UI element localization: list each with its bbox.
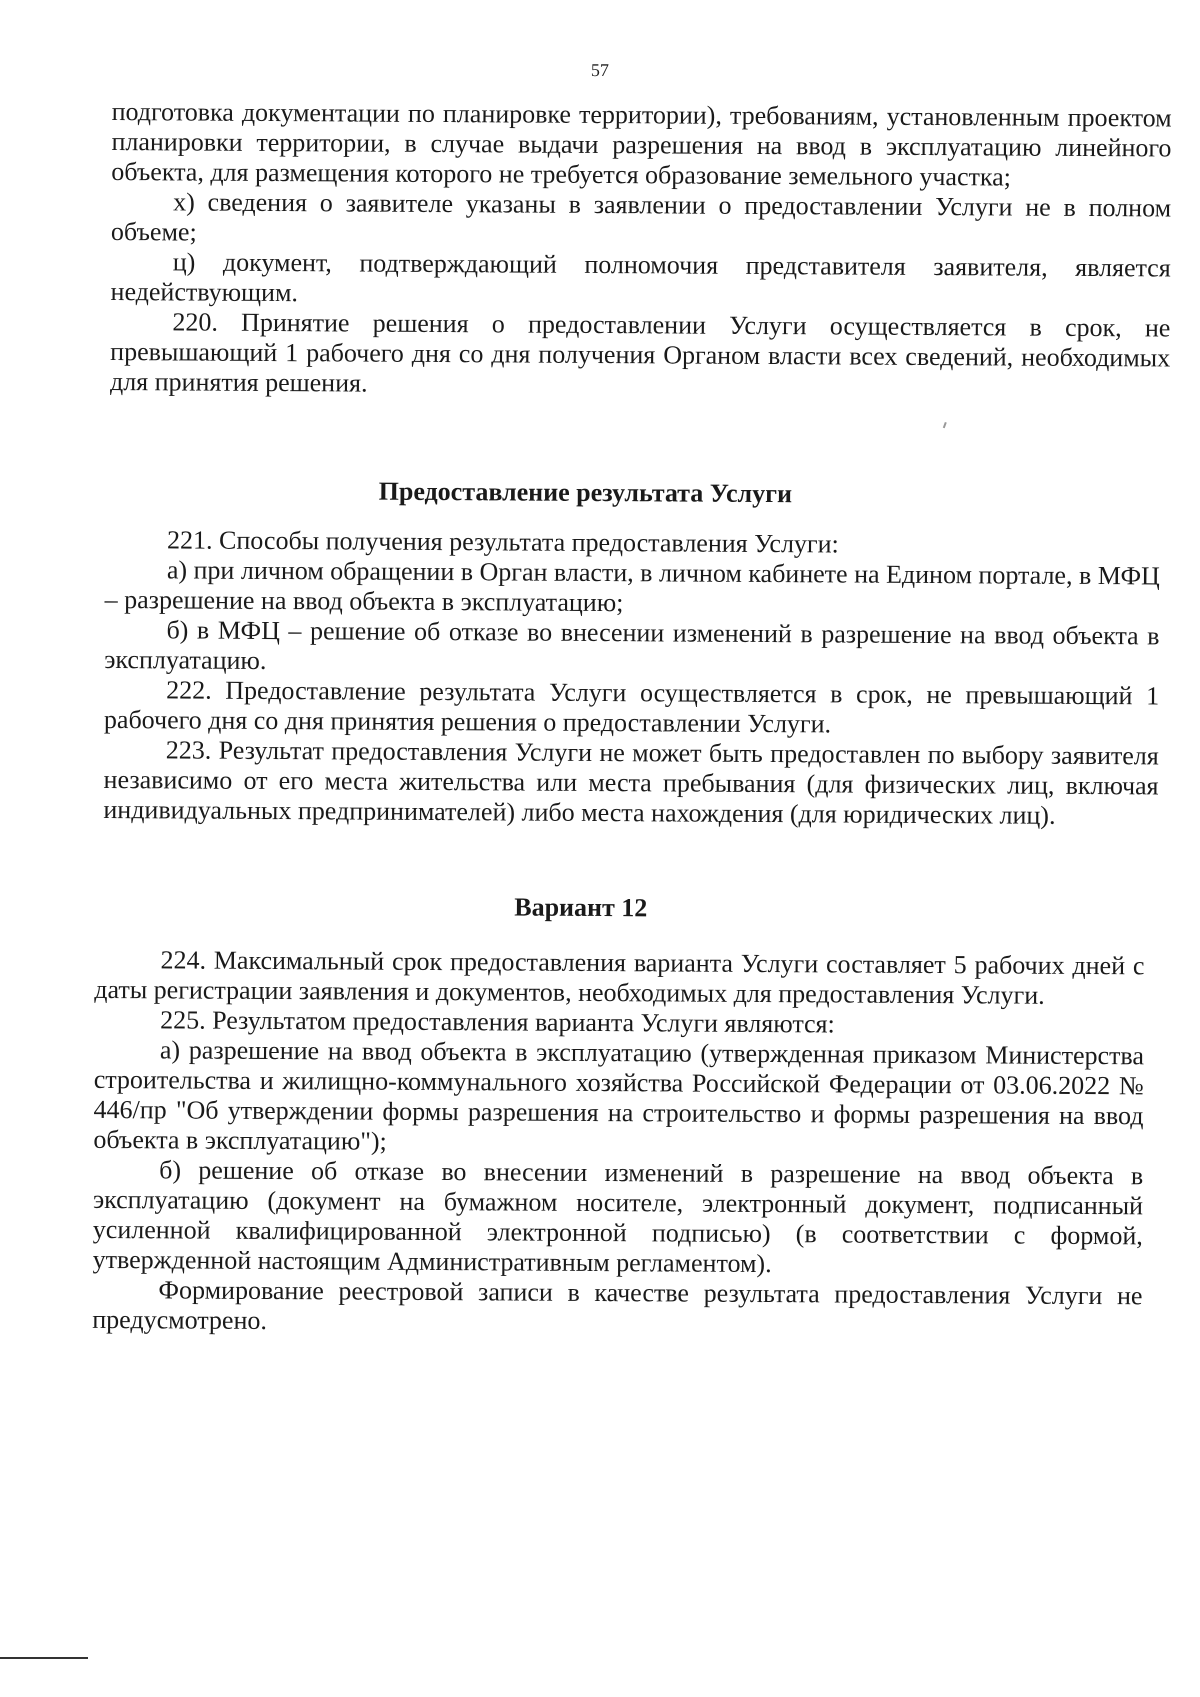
page-number: 57: [590, 59, 609, 81]
paragraph-225: 225. Результатом предоставления варианта Услуги являются:: [160, 1005, 835, 1039]
paragraph-220: 220. Принятие решения о предоставлении Услуги осуществляется в срок, не превышающий 1 рабочего дня со дня получения Органом власти всех сведений, необходимых для принятия решения.: [109, 307, 1171, 398]
paragraph-225-b: б) решение об отказе во внесении изменений в разрешение на ввод объекта в эксплуатацию (документ на бумажном носителе, электронный документ, подписанный усиленной квалифицированной электронной подписью) (в соответствии с формой, утвержденной настоящим Административным регламентом).: [92, 1155, 1144, 1279]
paragraph-continuation: подготовка документации по планировке территории), требованиям, установленным проектом планировки территории, в случае выдачи разрешения на ввод в эксплуатацию линейного объекта, для размещения которого не требуется образование земельного участка;: [111, 97, 1172, 192]
paragraph-224: 224. Максимальный срок предоставления варианта Услуги составляет 5 рабочих дней с даты регистрации заявления и документов, необходимых для предоставления Услуги.: [94, 945, 1145, 1010]
paragraph-225-a: а) разрешение на ввод объекта в эксплуатацию (утвержденная приказом Министерства строительства и жилищно-коммунального хозяйства Российской Федерации от 03.06.2022 № 446/пр "Об утверждении формы разрешения на строительство и формы разрешения на ввод объекта в эксплуатацию");: [93, 1035, 1145, 1156]
paragraph-registry-note: Формирование реестровой записи в качестве результата предоставления Услуги не предусмотрено.: [92, 1275, 1143, 1335]
paragraph-221-a: а) при личном обращении в Орган власти, в личном кабинете на Едином портале, в МФЦ – разрешение на ввод объекта в эксплуатацию;: [104, 555, 1160, 618]
paragraph-item-x: х) сведения о заявителе указаны в заявлении о предоставлении Услуги не в полном объеме;: [110, 187, 1172, 247]
text-block-top: [110, 97, 1172, 403]
scan-speck: [943, 422, 947, 428]
paragraph-221: 221. Способы получения результата предоставления Услуги:: [166, 525, 839, 559]
text-block-variant: [92, 945, 1144, 1341]
paragraph-item-ts: ц) документ, подтверждающий полномочия представителя заявителя, является недействующим.: [110, 247, 1171, 308]
paragraph-222: 222. Предоставление результата Услуги осуществляется в срок, не превышающий 1 рабочего дня со дня принятия решения о предоставлении Услуги.: [103, 675, 1160, 739]
scan-edge-line: [0, 1657, 88, 1659]
paragraph-221-b: б) в МФЦ – решение об отказе во внесении изменений в разрешение на ввод объекта в эксплуатацию.: [104, 615, 1160, 675]
section-heading-variant: Вариант 12: [514, 892, 648, 923]
text-block-result: [103, 525, 1160, 831]
section-heading-result: Предоставление результата Услуги: [378, 476, 793, 509]
paragraph-223: 223. Результат предоставления Услуги не может быть предоставлен по выбору заявителя независимо от его места жительства или места пребывания (для физических лиц, включая индивидуальных предпринимателей) либо места нахождения (для юридических лиц).: [103, 735, 1159, 830]
